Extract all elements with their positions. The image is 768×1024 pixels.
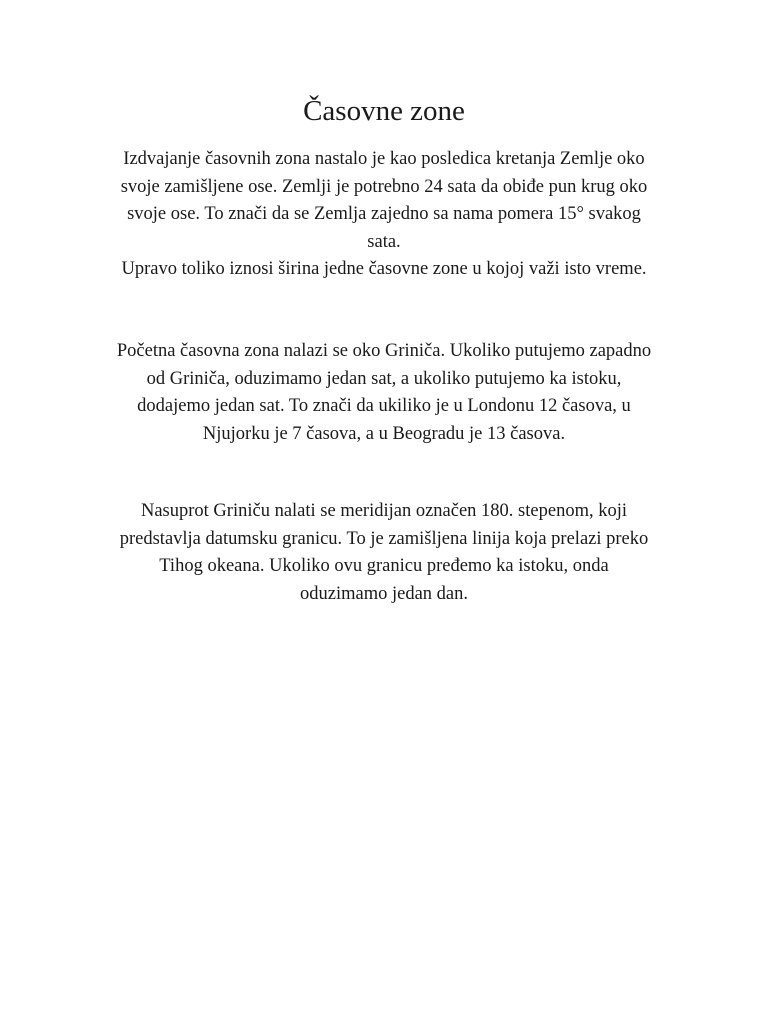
paragraph-line: Početna časovna zona nalazi se oko Griniča. Ukoliko putujemo zapadno bbox=[116, 341, 652, 361]
paragraph-line: oduzimamo jedan dan. bbox=[300, 583, 468, 604]
page-title: Časovne zone bbox=[303, 95, 465, 127]
paragraph-line: Njujorku je 7 časova, a u Beogradu je 13 časova. bbox=[202, 423, 566, 444]
paragraph-line: Tihog okeana. Ukoliko ovu granicu pređemo ka istoku, onda bbox=[159, 556, 609, 576]
paragraph-date-line bbox=[84, 498, 684, 608]
paragraph-line: Izdvajanje časovnih zona nastalo je kao posledica kretanja Zemlje oko bbox=[123, 149, 645, 169]
paragraph-line: dodajemo jedan sat. To znači da ukiliko je u Londonu 12 časova, u bbox=[137, 396, 631, 416]
paragraph-line: od Griniča, oduzimamo jedan sat, a ukoliko putujemo ka istoku, bbox=[146, 368, 622, 389]
paragraph-line: sata. bbox=[367, 231, 401, 252]
paragraph-line: svoje zamišljene ose. Zemlji je potrebno 24 sata da obiđe pun krug oko bbox=[120, 176, 648, 197]
paragraph-line: Upravo toliko iznosi širina jedne časovne zone u kojoj važi isto vreme. bbox=[121, 259, 647, 279]
paragraph-line: predstavlja datumsku granicu. To je zamišljena linija koja prelazi preko bbox=[119, 528, 649, 549]
paragraph-line: Nasuprot Griniču nalati se meridijan označen 180. stepenom, koji bbox=[140, 501, 627, 521]
paragraph-greenwich-zone bbox=[84, 338, 684, 448]
paragraph-line: svoje ose. To znači da se Zemlja zajedno sa nama pomera 15° svakog bbox=[127, 204, 641, 224]
paragraph-time-zones-origin bbox=[84, 146, 684, 284]
